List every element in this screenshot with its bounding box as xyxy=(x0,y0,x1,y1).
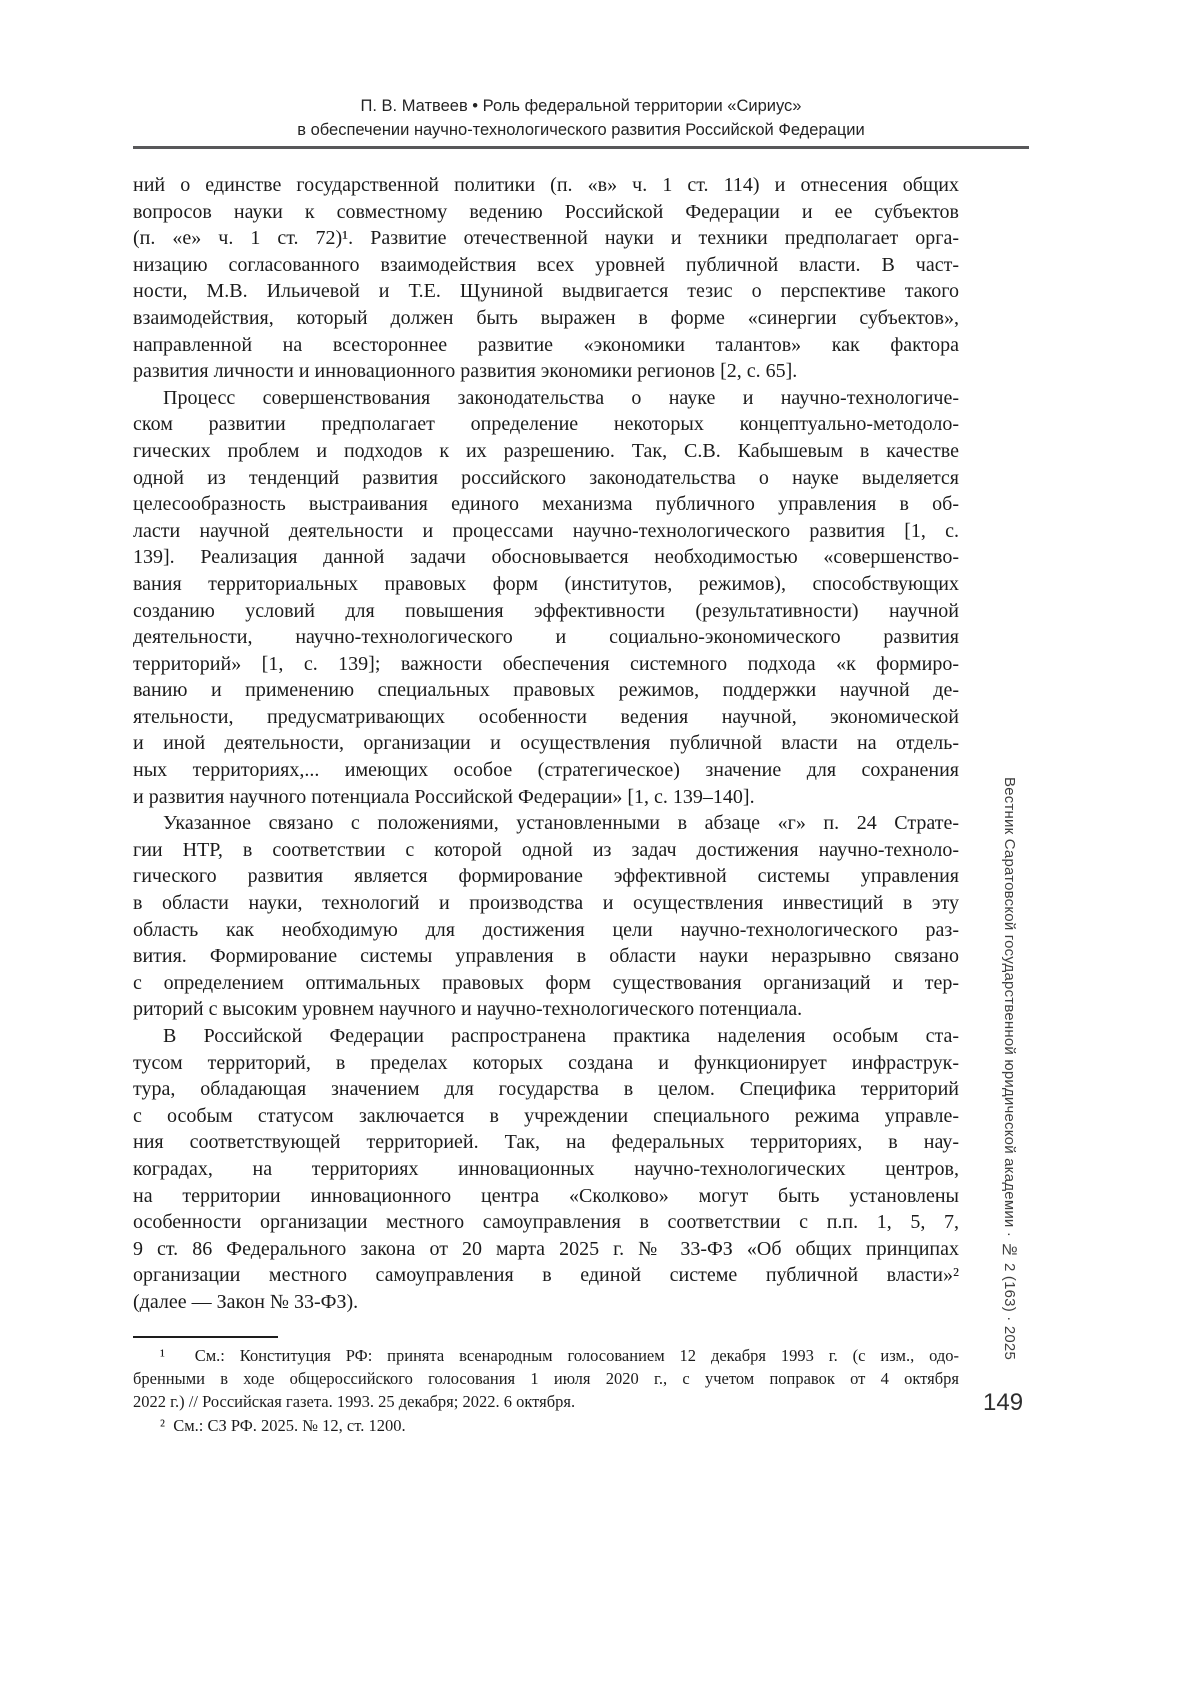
text-line: особенности организации местного самоуправления в соответствии с п.п. 1, 5, 7, xyxy=(133,1211,959,1234)
paragraph xyxy=(133,385,959,811)
text-line: организации местного самоуправления в единой системе публичной власти»² xyxy=(133,1264,959,1287)
text-line: направленной на всестороннее развитие «экономики талантов» как фактора xyxy=(133,333,959,356)
text-line: тусом территорий, в пределах которых создана и функционирует инфраструк- xyxy=(133,1051,959,1074)
running-header-line-2: в обеспечении научно-технологического развития Российской Федерации xyxy=(297,121,865,139)
text-line: область как необходимую для достижения цели научно-технологического раз- xyxy=(133,918,959,941)
text-line: деятельности, научно-технологического и социально-экономического развития xyxy=(133,626,959,649)
text-line: 2022 г.) // Российская газета. 1993. 25 декабря; 2022. 6 октября. xyxy=(133,1392,576,1412)
text-line: с особым статусом заключается в учреждении специального режима управле- xyxy=(133,1104,959,1127)
header-rule xyxy=(133,146,1029,149)
text-line: (далее — Закон № 33-ФЗ). xyxy=(133,1290,359,1313)
text-line: вития. Формирование системы управления в области науки неразрывно связано xyxy=(133,945,959,968)
text-line: ности, М.В. Ильичевой и Т.Е. Щуниной выдвигается тезис о перспективе такого xyxy=(133,280,959,303)
text-line: бренными в ходе общероссийского голосования 1 июля 2020 г., с учетом поправок от 4 октября xyxy=(133,1369,959,1389)
footnote xyxy=(133,1414,959,1437)
text-line: и иной деятельности, организации и осуществления публичной власти на отдель- xyxy=(133,732,959,755)
paragraph xyxy=(133,810,959,1023)
text-line: развития личности и инновационного развития экономики регионов [2, с. 65]. xyxy=(133,360,798,383)
paragraph xyxy=(133,172,959,385)
text-line: ском развитии предполагает определение некоторых концептуально-методоло- xyxy=(133,413,959,436)
text-line: низацию согласованного взаимодействия всех уровней публичной власти. В част- xyxy=(133,253,959,276)
text-line: ных территориях,... имеющих особое (стратегическое) значение для сохранения xyxy=(133,759,959,782)
text-line: гии НТР, в соответствии с которой одной из задач достижения научно-техноло- xyxy=(133,838,959,861)
text-line: гического развития является формирование эффективной системы управления xyxy=(133,865,959,888)
text-line: одной из тенденций развития российского законодательства о науке выделяется xyxy=(133,466,959,489)
running-header-line-1: П. В. Матвеев • Роль федеральной территории «Сириус» xyxy=(360,97,802,115)
text-line: вопросов науки к совместному ведению Российской Федерации и ее субъектов xyxy=(133,200,959,223)
text-line: Указанное связано с положениями, установленными в абзаце «г» п. 24 Страте- xyxy=(163,812,959,835)
text-line: ятельности, предусматривающих особенности ведения научной, экономической xyxy=(133,705,959,728)
text-line: в области науки, технологий и производства и осуществления инвестиций в эту xyxy=(133,892,959,915)
running-header xyxy=(133,94,1029,142)
text-line: созданию условий для повышения эффективности (результативности) научной xyxy=(133,599,959,622)
footnote xyxy=(133,1344,959,1414)
page-number: 149 xyxy=(983,1389,1024,1416)
text-line: 139]. Реализация данной задачи обосновывается необходимостью «совершенство- xyxy=(133,546,959,569)
text-line: вания территориальных правовых форм (институтов, режимов), способствующих xyxy=(133,572,959,595)
article-body xyxy=(133,172,959,1316)
paragraph xyxy=(133,1023,959,1316)
text-line: взаимодействия, который должен быть выражен в форме «синергии субъектов», xyxy=(133,306,959,329)
text-line: ¹ См.: Конституция РФ: принята всенародным голосованием 12 декабря 1993 г. (с изм., одо- xyxy=(160,1346,959,1365)
text-line: и развития научного потенциала Российской Федерации» [1, с. 139–140]. xyxy=(133,785,755,808)
text-line: ласти научной деятельности и процессами научно-технологического развития [1, с. xyxy=(133,519,959,542)
text-line: ния соответствующей территорией. Так, на федеральных территориях, в нау- xyxy=(133,1131,959,1154)
text-line: 9 ст. 86 Федерального закона от 20 марта 2025 г. № 33-ФЗ «Об общих принципах xyxy=(133,1237,959,1260)
footnote-separator-rule xyxy=(133,1336,278,1338)
text-line: с определением оптимальных правовых форм существования организаций и тер- xyxy=(133,971,959,994)
text-line: (п. «е» ч. 1 ст. 72)¹. Развитие отечественной науки и техники предполагает орга- xyxy=(133,227,959,250)
text-line: Процесс совершенствования законодательства о науке и научно-технологиче- xyxy=(163,386,959,409)
text-line: целесообразность выстраивания единого механизма публичного управления в об- xyxy=(133,493,959,516)
text-line: В Российской Федерации распространена практика наделения особым ста- xyxy=(163,1025,959,1047)
text-line: тура, обладающая значением для государства в целом. Специфика территорий xyxy=(133,1078,959,1101)
text-line: на территории инновационного центра «Сколково» могут быть установлены xyxy=(133,1184,959,1207)
text-line: ² См.: СЗ РФ. 2025. № 12, ст. 1200. xyxy=(160,1415,406,1435)
journal-runner-vertical: Вестник Саратовской государственной юридической академии · № 2 (163) · 2025 xyxy=(1001,777,1018,1361)
text-line: коградах, на территориях инновационных научно-технологических центров, xyxy=(133,1157,959,1180)
text-line: ний о единстве государственной политики (п. «в» ч. 1 ст. 114) и отнесения общих xyxy=(133,174,959,196)
text-line: ванию и применению специальных правовых режимов, поддержки научной де- xyxy=(133,679,959,702)
footnotes-block xyxy=(133,1344,959,1437)
text-line: территорий» [1, с. 139]; важности обеспечения системного подхода «к формиро- xyxy=(133,652,959,675)
text-line: риторий с высоким уровнем научного и научно-технологического потенциала. xyxy=(133,998,803,1021)
text-line: гических проблем и подходов к их разрешению. Так, С.В. Кабышевым в качестве xyxy=(133,439,959,462)
